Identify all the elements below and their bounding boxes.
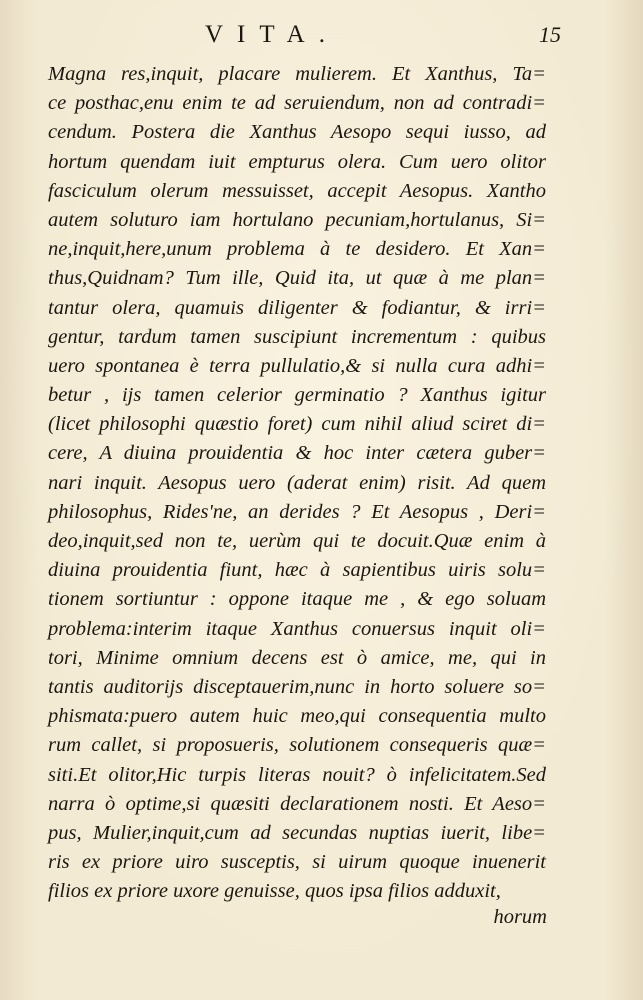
text-line: rum callet, si proposueris, solutionem consequeris quæ= (48, 734, 546, 757)
text-line: tantis auditorijs disceptauerim,nunc in horto soluere so= (48, 675, 546, 698)
text-line: autem soluturo iam hortulano pecuniam,hortulanus, Si= (48, 208, 546, 231)
text-line: ris ex priore uiro susceptis, si uirum quoque inuenerit (48, 851, 546, 874)
running-title: VITA. (205, 21, 339, 48)
text-line: siti.Et olitor,Hic turpis literas nouit? ò infelicitatem.Sed (48, 763, 546, 786)
text-line: deo,inquit,sed non te, uerùm qui te docuit.Quæ enim à (48, 530, 546, 552)
text-line: phismata:puero autem huic meo,qui consequentia multo (48, 705, 546, 728)
catchword: horum (493, 906, 547, 928)
text-line: fasciculum olerum messuisset, accepit Aesopus. Xantho (48, 179, 546, 202)
text-line: pus, Mulier,inquit,cum ad secundas nuptias iuerit, libe= (48, 821, 546, 844)
text-line: nari inquit. Aesopus uero (aderat enim) risit. Ad quem (48, 471, 546, 494)
text-line: (licet philosophi quæstio foret) cum nihil aliud sciret di= (48, 413, 546, 436)
text-line: gentur, tardum tamen suscipiunt incrementum : quibus (48, 325, 546, 348)
text-line: diuina prouidentia fiunt, hæc à sapientibus uiris solu= (48, 559, 546, 582)
text-line: uero spontanea è terra pullulatio,& si nulla cura adhi= (48, 354, 546, 377)
text-line: tori, Minime omnium decens est ò amice, me, qui in (48, 646, 546, 669)
text-line: filios ex priore uxore genuisse, quos ipsa filios adduxit, (48, 880, 501, 903)
text-line: thus,Quidnam? Tum ille, Quid ita, ut quæ à me plan= (48, 267, 546, 290)
text-line: hortum quendam iuit empturus olera. Cum uero olitor (48, 150, 546, 173)
text-line: cendum. Postera die Xanthus Aesopo sequi iusso, ad (48, 121, 546, 144)
text-line: philosophus, Rides'ne, an derides ? Et Aesopus , Deri= (48, 500, 546, 523)
text-line: betur , ijs tamen celerior germinatio ? Xanthus igitur (48, 384, 546, 407)
page-header (0, 20, 643, 50)
text-line: cere, A diuina prouidentia & hoc inter cætera guber= (48, 442, 546, 465)
text-line: tionem sortiuntur : oppone itaque me , & ego soluam (48, 588, 546, 611)
text-line: tantur olera, quamuis diligenter & fodiantur, & irri= (48, 296, 546, 319)
text-line: problema:interim itaque Xanthus conuersus inquit oli= (48, 617, 546, 640)
text-line: ne,inquit,here,unum problema à te desidero. Et Xan= (48, 238, 546, 261)
page-number: 15 (539, 22, 561, 47)
text-line: ce posthac,enu enim te ad seruiendum, non ad contradi= (48, 92, 546, 115)
text-line: Magna res,inquit, placare mulierem. Et Xanthus, Ta= (48, 63, 546, 85)
text-line: narra ò optime,si quæsiti declarationem nosti. Et Aeso= (48, 792, 546, 815)
body-text (48, 60, 546, 906)
